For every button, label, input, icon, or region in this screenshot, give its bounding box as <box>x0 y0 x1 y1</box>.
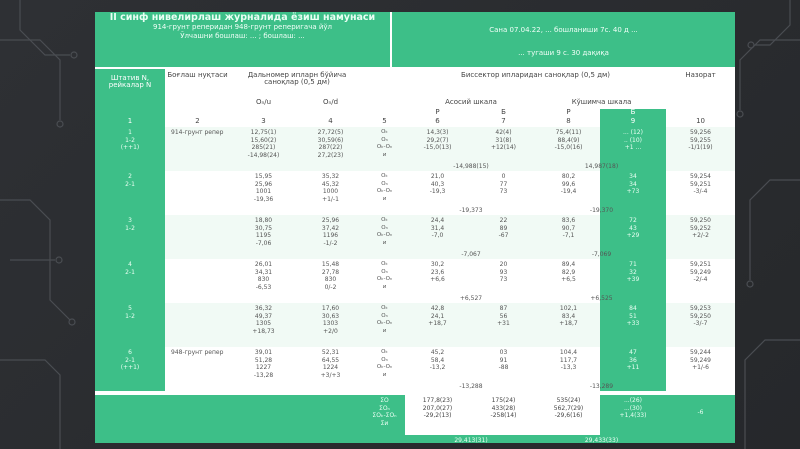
col-main-scale: Асосий шкала <box>445 98 497 106</box>
col-num: 7 <box>501 117 506 125</box>
cell-b2: 71 32 +39 <box>600 259 666 303</box>
col-dist-r: Oₙ/d <box>322 98 339 106</box>
cell-p2: 89,4 82,9 +6,5 <box>561 261 576 283</box>
col-p-main: Р <box>435 108 440 116</box>
col-num: 3 <box>261 117 266 125</box>
cell-d1: 39,01 51,28 1227 -13,28 <box>253 349 274 379</box>
cell-ctl: 59,254 59,251 -3/-4 <box>690 173 711 195</box>
cell-ctl: 59,253 59,250 -3/-7 <box>690 305 711 327</box>
col-num: 5 <box>382 117 387 125</box>
cell-id: 2 2-1 <box>95 171 165 215</box>
cell-sym: Oₖ Oₙ Oₖ-Oₙ и <box>376 349 393 378</box>
table-row <box>95 127 735 171</box>
col-b-main: Б <box>501 108 506 116</box>
col-station-header: Штатив N, рейкалар N <box>95 69 165 99</box>
cell-point <box>165 303 230 347</box>
cell-point <box>165 215 230 259</box>
cell-sym: Oₖ Oₙ Oₖ-Oₙ и <box>376 305 393 334</box>
cell-p2: 75,4(11) 88,4(9) -15,0(16) <box>554 129 583 151</box>
cell-id: 4 2-1 <box>95 259 165 303</box>
station-mean-aux: 14,987(18) <box>584 163 619 170</box>
header-left-line-2: Ўлчашни бошлаш: ... ; бошлаш: ... <box>180 32 305 40</box>
cell-p2: 104,4 117,7 -13,3 <box>559 349 578 371</box>
cell-sym: Oₖ Oₙ Oₖ-Oₙ и <box>376 129 393 158</box>
header-left <box>95 12 390 67</box>
cell-p1: 42,8 24,1 +18,7 <box>428 305 447 327</box>
summary-mean-main: 29,413(31) <box>454 437 488 444</box>
journal-title: II синф нивелирлаш журналида ёзиш намунаси <box>109 12 376 23</box>
cell-ctl: 59,250 59,252 +2/-2 <box>690 217 711 239</box>
cell-p1: 45,2 58,4 -13,2 <box>429 349 446 371</box>
col-control-header: Назорат <box>685 71 716 79</box>
cell-b1: 87 56 +31 <box>497 305 510 327</box>
cell-p2: 102,1 83,4 +18,7 <box>559 305 578 327</box>
cell-ctl: 59,244 59,249 +1/-6 <box>690 349 711 371</box>
cell-point <box>165 259 230 303</box>
table-row <box>95 347 735 391</box>
col-num: 1 <box>95 118 165 127</box>
cell-id: 6 2-1 (++1) <box>95 347 165 391</box>
station-mean-main: -7,067 <box>461 251 481 258</box>
cell-b1: 20 93 73 <box>499 261 508 283</box>
cell-point: 948-грунт репер <box>171 349 224 356</box>
station-mean-main: -14,988(15) <box>453 163 489 170</box>
summary-sym: ΣO ΣOₙ ΣOₖ-ΣOₙ Σи <box>372 397 397 427</box>
cell-d1: 12,75(1) 15,60(2) 285(21) -14,98(24) <box>247 129 280 159</box>
journal-panel <box>95 12 735 444</box>
summary-mean-aux: 29,433(33) <box>584 437 619 444</box>
summary-ctl: -6 <box>697 409 704 416</box>
col-aux-scale: Кўшимча шкала <box>571 98 632 106</box>
cell-p2: 80,2 99,6 -19,4 <box>560 173 577 195</box>
cell-b2: 34 34 +73 <box>600 171 666 215</box>
cell-p1: 30,2 23,6 +6,6 <box>430 261 445 283</box>
cell-d2: 15,48 27,78 830 0/-2 <box>321 261 340 291</box>
summary-row <box>95 395 735 443</box>
cell-b1: 22 89 -67 <box>498 217 509 239</box>
cell-sym: Oₖ Oₙ Oₖ-Oₙ и <box>376 217 393 246</box>
cell-b1: 03 91 -88 <box>498 349 509 371</box>
header-right-line-2: ... тугаши 9 с. 30 дақиқа <box>518 49 609 57</box>
cell-p1: 21,0 40,3 -19,3 <box>429 173 446 195</box>
cell-d2: 35,32 45,32 1000 +1/-1 <box>321 173 340 203</box>
col-b-aux: Б <box>600 109 666 118</box>
col-num: 10 <box>696 117 705 125</box>
col-point-header: Боғлаш нуқтаси <box>167 71 228 79</box>
cell-b2: ... (12) .. (10) +1 ... <box>600 127 666 171</box>
cell-b1: 42(4) 31(8) +12(14) <box>491 129 516 151</box>
cell-point <box>165 171 230 215</box>
header-right-line-1: Сана 07.04.22, ... бошланиши 7с. 40 д ... <box>489 26 638 34</box>
cell-d2: 52,31 64,55 1224 +3/+3 <box>320 349 341 379</box>
station-mean-main: +6,527 <box>459 295 483 302</box>
station-mean-main: -19,373 <box>459 207 483 214</box>
cell-ctl: 59,256 59,255 -1/1(19) <box>688 129 713 151</box>
cell-d1: 36,32 49,37 1305 +18,73 <box>252 305 275 335</box>
cell-d1: 15,95 25,96 1001 -19,36 <box>253 173 274 203</box>
summary-b1: 175(24) 433(28) -258(14) <box>470 395 537 435</box>
col-num: 4 <box>328 117 333 125</box>
cell-d1: 26,01 34,31 830 -6,53 <box>254 261 273 291</box>
cell-b2: 84 51 +33 <box>600 303 666 347</box>
cell-b2: 72 43 +29 <box>600 215 666 259</box>
cell-id: 1 1-2 (++1) <box>95 127 165 171</box>
summary-p1: 177,8(23) 207,0(27) -29,2(13) <box>405 395 470 435</box>
cell-sym: Oₖ Oₙ Oₖ-Oₙ и <box>376 261 393 290</box>
col-dist-header: Дальномер ипларн бўйича саноқлар (0,5 дм) <box>247 71 347 86</box>
station-mean-aux: -7,069 <box>591 251 612 258</box>
table-row <box>95 259 735 303</box>
station-mean-aux: -19,370 <box>589 207 614 214</box>
cell-p1: 24,4 31,4 -7,0 <box>430 217 445 239</box>
column-number-row <box>95 118 735 127</box>
col-p-aux: Р <box>566 108 571 116</box>
cell-d1: 18,80 30,75 1195 -7,06 <box>254 217 273 247</box>
cell-id: 3 1-2 <box>95 215 165 259</box>
station-mean-aux: -13,289 <box>589 383 614 390</box>
summary-b2: ...(26) ...(30) +1,4(33) <box>619 397 647 419</box>
cell-d2: 25,96 37,42 1196 -1/-2 <box>321 217 340 247</box>
table-row <box>95 215 735 259</box>
cell-id: 5 1-2 <box>95 303 165 347</box>
cell-p2: 83,6 90,7 -7,1 <box>561 217 576 239</box>
leveling-table <box>95 69 735 127</box>
table-row <box>95 171 735 215</box>
cell-d2: 17,60 30,63 1303 +2/0 <box>321 305 340 335</box>
col-num: 8 <box>566 117 571 125</box>
cell-point: 914-грунт репер <box>171 129 224 136</box>
station-mean-main: -13,288 <box>459 383 483 390</box>
cell-d2: 27,72(5) 30,59(6) 287(22) 27,2(23) <box>317 129 344 159</box>
cell-b1: 0 77 73 <box>499 173 508 195</box>
cell-ctl: 59,251 59,249 -2/-4 <box>690 261 711 283</box>
header-left-line-1: 914-грунт реперидан 948-грунт реперигача йўл <box>152 23 333 31</box>
col-dist-l: Oₙ/u <box>255 98 272 106</box>
header-right <box>392 12 735 67</box>
cell-b2: 47 36 +11 <box>600 347 666 391</box>
station-mean-aux: +6,525 <box>590 295 613 302</box>
table-row <box>95 303 735 347</box>
col-num: 9 <box>600 118 666 127</box>
col-num: 6 <box>435 117 440 125</box>
col-num: 2 <box>195 117 200 125</box>
cell-p1: 14,3(3) 29,2(7) -15,0(13) <box>423 129 452 151</box>
cell-sym: Oₖ Oₙ Oₖ-Oₙ и <box>376 173 393 202</box>
col-bisector-header: Биссектор ипларидан саноқлар (0,5 дм) <box>461 71 611 79</box>
summary-p2: 535(24) 562,7(29) -29,6(16) <box>537 395 600 435</box>
